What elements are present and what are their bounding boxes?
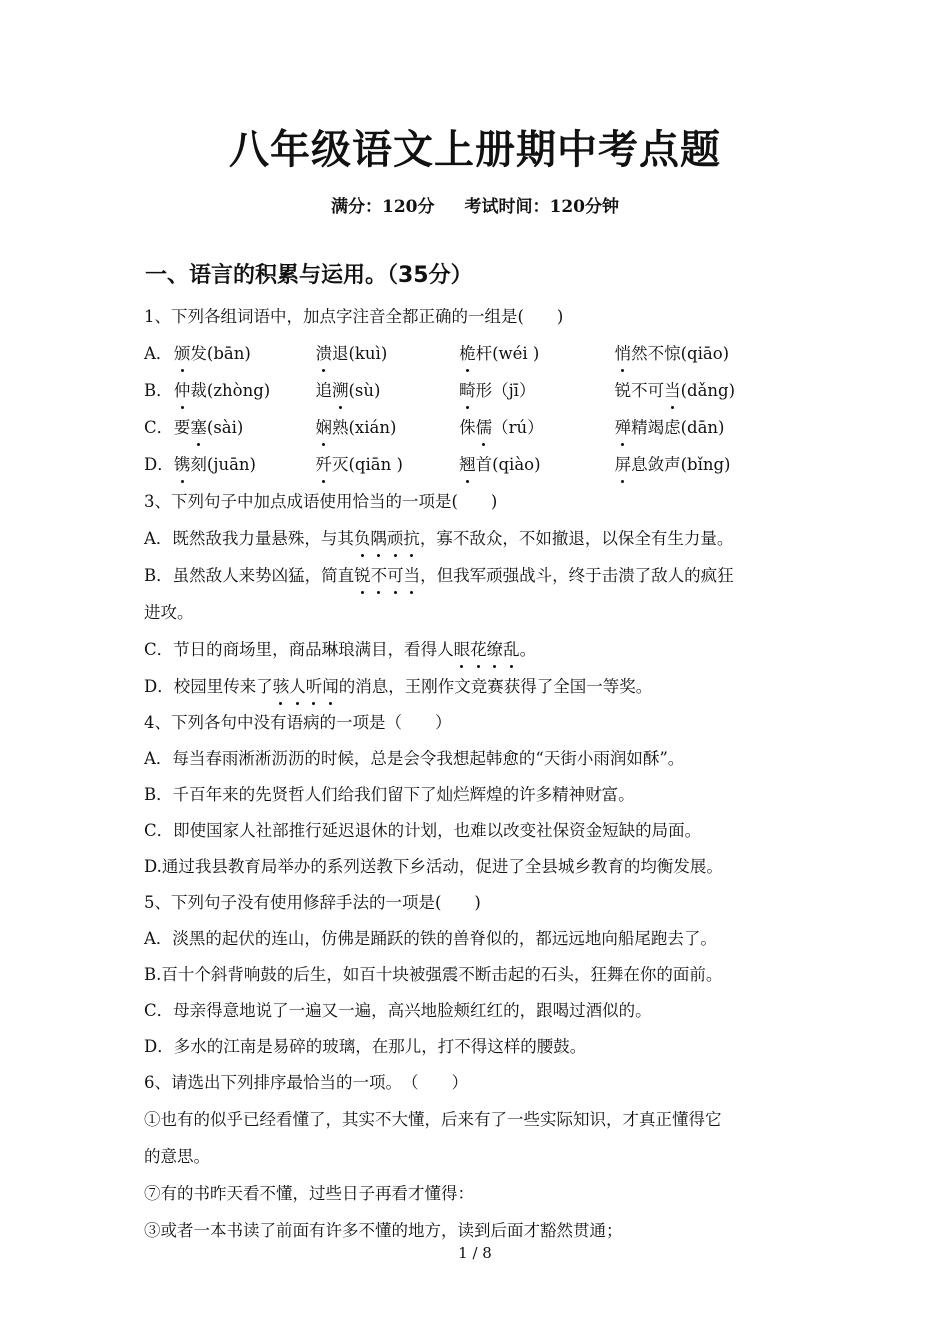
- dotted-idiom: 眼花缭乱: [454, 640, 520, 659]
- q1-option-c: [144, 409, 814, 446]
- q6-sentence-1: ①也有的似乎已经看懂了，其实不大懂，后来有了一些实际知识，才真正懂得它: [144, 1110, 722, 1129]
- word: 屏息敛声(bǐng): [615, 446, 814, 483]
- q3-option-b: B．虽然敌人来势凶猛，简直锐不可当，但我军顽强战斗，终于击溃了敌人的疯狂: [144, 557, 814, 594]
- dotted-idiom: 骇人听闻: [273, 677, 339, 696]
- q6-sentence-1-cont: 的意思。: [144, 1147, 210, 1166]
- word: 桅杆(wéi ): [459, 335, 615, 372]
- q6-sentence-3: ③或者一本书读了前面有许多不懂的地方，读到后面才豁然贯通；: [144, 1221, 623, 1240]
- section-heading: 一、语言的积累与运用。（35分）: [145, 263, 473, 288]
- q5-option-d: D．多水的江南是易碎的玻璃，在那儿，打不得这样的腰鼓。: [144, 1037, 587, 1056]
- q4-option-a: A．每当春雨淅淅沥沥的时候，总是会令我想起韩愈的“天街小雨润如酥”。: [144, 749, 685, 768]
- q1-option-d: [144, 446, 814, 483]
- word: 要塞(sài): [174, 409, 316, 446]
- question-6-stem: 6、请选出下列排序最恰当的一项。 （ ）: [144, 1073, 468, 1092]
- q3-option-b-cont: 进攻。: [144, 603, 194, 622]
- word: 娴熟(xián): [315, 409, 459, 446]
- word: 歼灭(qiān ): [315, 446, 459, 483]
- q6-sentence-7: ⑦有的书昨天看不懂，过些日子再看才懂得：: [144, 1184, 474, 1203]
- word: 锐不可当(dǎng): [615, 372, 814, 409]
- q4-option-b: B．千百年来的先贤哲人们给我们留下了灿烂辉煌的许多精神财富。: [144, 785, 635, 804]
- word: 仲裁(zhòng): [174, 372, 316, 409]
- question-4-stem: 4、下列各句中没有语病的一项是（ ）: [144, 713, 452, 732]
- word: 殚精竭虑(dān): [615, 409, 814, 446]
- exam-info: [0, 192, 950, 217]
- q3-option-d: D．校园里传来了骇人听闻的消息，王刚作文竞赛获得了全国一等奖。: [144, 668, 814, 705]
- option-label: C．: [144, 418, 174, 437]
- option-label: D．: [144, 455, 174, 474]
- q1-option-b: [144, 372, 814, 409]
- page-number: 1 / 8: [458, 1244, 492, 1262]
- option-label: A．: [144, 344, 173, 363]
- word: 翘首(qiào): [459, 446, 615, 483]
- word: 侏儒（rú）: [459, 409, 615, 446]
- q4-option-d: D.通过我县教育局举办的系列送教下乡活动，促进了全县城乡教育的均衡发展。: [144, 857, 723, 876]
- question-1-stem: 1、下列各组词语中，加点字注音全都正确的一组是( ): [144, 307, 564, 326]
- word: 畸形（jī）: [459, 372, 615, 409]
- option-label: B．: [144, 381, 173, 400]
- q3-option-c: C．节日的商场里，商品琳琅满目，看得人眼花缭乱。: [144, 631, 814, 668]
- questions: [144, 298, 814, 1249]
- word: 追溯(sù): [315, 372, 459, 409]
- exam-time: 考试时间：120分钟: [464, 197, 619, 217]
- q1-option-a: [144, 335, 814, 372]
- page-title: 八年级语文上册期中考点题: [229, 127, 721, 173]
- word: 镌刻(juān): [174, 446, 316, 483]
- word: 颁发(bān): [174, 335, 316, 372]
- word: 溃退(kuì): [315, 335, 459, 372]
- question-5-stem: 5、下列句子没有使用修辞手法的一项是( ): [144, 893, 481, 912]
- dotted-idiom: 负隅顽抗: [354, 529, 420, 548]
- word: 悄然不惊(qiāo): [615, 335, 814, 372]
- q5-option-c: C．母亲得意地说了一遍又一遍，高兴地脸颊红红的，跟喝过酒似的。: [144, 1001, 652, 1020]
- full-score: 满分：120分: [331, 197, 435, 217]
- q5-option-a: A．淡黑的起伏的连山，仿佛是踊跃的铁的兽脊似的，都远远地向船尾跑去了。: [144, 929, 717, 948]
- q3-option-a: A．既然敌我力量悬殊，与其负隅顽抗，寡不敌众，不如撤退，以保全有生力量。: [144, 520, 814, 557]
- dotted-idiom: 锐不可当: [354, 566, 420, 585]
- question-3-stem: 3、下列句子中加点成语使用恰当的一项是( ): [144, 492, 498, 511]
- q5-option-b: B.百十个斜背响鼓的后生，如百十块被强震不断击起的石头，狂舞在你的面前。: [144, 965, 723, 984]
- q4-option-c: C．即使国家人社部推行延迟退休的计划，也难以改变社保资金短缺的局面。: [144, 821, 702, 840]
